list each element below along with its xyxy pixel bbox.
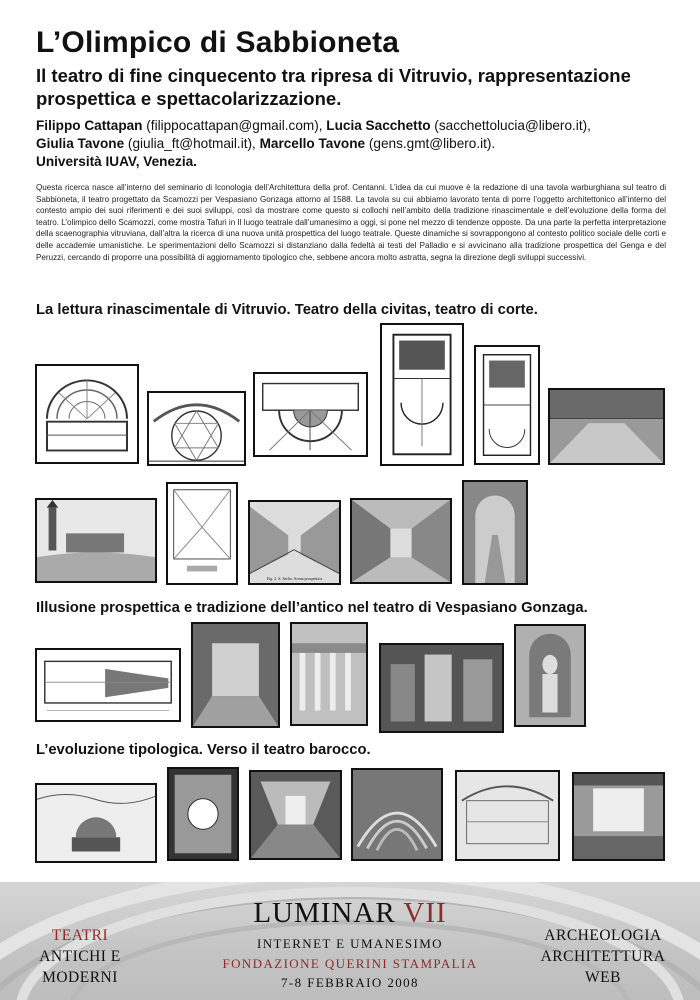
authors-block [36,117,676,171]
festival-map-image [167,767,239,861]
section-heading-renaissance: La lettura rinascimentale di Vitruvio. Teatro della civitas, teatro di corte. [36,302,538,318]
author-email: (gens.gmt@libero.it). [365,136,496,151]
section-heading-evolution: L’evoluzione tipologica. Verso il teatro barocco. [36,742,371,758]
opera-house-interior-image [572,772,665,861]
author-email: (sacchettolucia@libero.it), [430,118,591,133]
abstract-text: Questa ricerca nasce all’interno del seminario di Iconologia dell’Architettura della prof. Centanni. L’idea da cui muove è la redazione di una tavola warburghiana sul teatro di Sabbioneta, il teatro progettato da Scamozzi per Vespasiano Gonzaga attorno al 1588. La tavola su cui abbiamo lavorato tenta di porre l’oggetto architettonico all’interno del contesto ampio dei suoi riferimenti e dei suoi sviluppi, così da mostrare come questo si collochi nell’ambito della tradizione rinascimentale e dell’evoluzione della forma del teatro. L’olimpico dello Scamozzi, come mostra Tafuri in Il luogo teatrale dall’umanesimo a oggi, si pone nel mezzo di tendenze opposte. Da una parte la perfetta interpretazione della scaenographia vitruviana, dall’altra la ricerca di una nuova unità prospettica del luogo teatrale. Queste dinamiche si sovrappongono al contesto politico sociale delle corti e delle accademie umanistiche. Le sperimentazioni dello Scamozzi si distanziano dalla fedeltà ai testi del Palladio e si avvicinano alla tradizione prospettica del Genga e del Peruzzi, cercando di proporre una possibilità di aggiornamento tipologico che, sebbene ancora molto astratta, segna la direzione degli sviluppi successivi. [36,183,666,262]
colonnade-photo-image [290,622,368,726]
court-festival-image [548,388,665,465]
vitruvian-theatre-drawing-image [147,391,246,466]
footer-left-2: ANTICHI E [39,948,121,965]
footer-right-block [528,925,678,988]
plan-drawing-image [35,364,139,464]
perspective-scene-image [248,500,341,585]
baroque-auditorium-image [351,768,443,861]
poster-title: L’Olimpico di Sabbioneta [36,26,400,59]
venice-festival-image [35,498,157,583]
footer-right-2: ARCHITETTURA [540,948,666,965]
author-name: Lucia Sacchetto [326,118,431,133]
poster-subtitle: Il teatro di fine cinquecento tra ripresa di Vitruvio, rappresentazione prospettica e spettacolarizzazione. [36,65,631,109]
footer-right-3: WEB [585,969,621,986]
map-engraving-image [35,783,157,863]
theatre-engraving-image [455,770,560,861]
arched-street-image [462,480,528,585]
footer-line-1: INTERNET E UMANESIMO [257,936,443,951]
author-name: Giulia Tavone [36,136,125,151]
author-name: Marcello Tavone [259,136,366,151]
conference-footer [0,882,700,1000]
statue-niche-image [514,624,586,727]
theatre-interior-photo-image [191,622,280,728]
author-name: Filippo Cattapan [36,118,143,133]
long-theatre-plan-image [380,323,464,466]
baroque-stage-image [249,770,342,860]
symmetric-plan-image [253,372,368,457]
footer-line-3: 7-8 FEBBRAIO 2008 [281,975,419,990]
rectangular-plan-image [474,345,540,465]
longitudinal-section-drawing-image [35,648,181,722]
footer-left-block [20,925,140,988]
stage-photo-image [379,643,504,733]
author-email: (giulia_ft@hotmail.it), [124,136,260,151]
footer-line-2: FONDAZIONE QUERINI STAMPALIA [222,956,478,971]
scene-engraving-image [166,482,238,585]
footer-left-3: MODERNI [42,969,118,986]
section-heading-perspective: Illusione prospettica e tradizione dell’antico nel teatro di Vespasiano Gonzaga. [36,600,588,616]
image-caption: Fig. 2. S. Serlio, Scena prospettica [266,576,323,581]
street-scene-image [350,498,452,584]
footer-left-1: TEATRI [51,927,109,944]
footer-right-1: ARCHEOLOGIA [544,927,662,944]
university: Università IUAV, Venezia. [36,154,197,169]
luminar-number: VII [403,897,447,929]
author-email: (filippocattapan@gmail.com), [142,118,327,133]
luminar-word: LUMINAR [253,897,396,929]
